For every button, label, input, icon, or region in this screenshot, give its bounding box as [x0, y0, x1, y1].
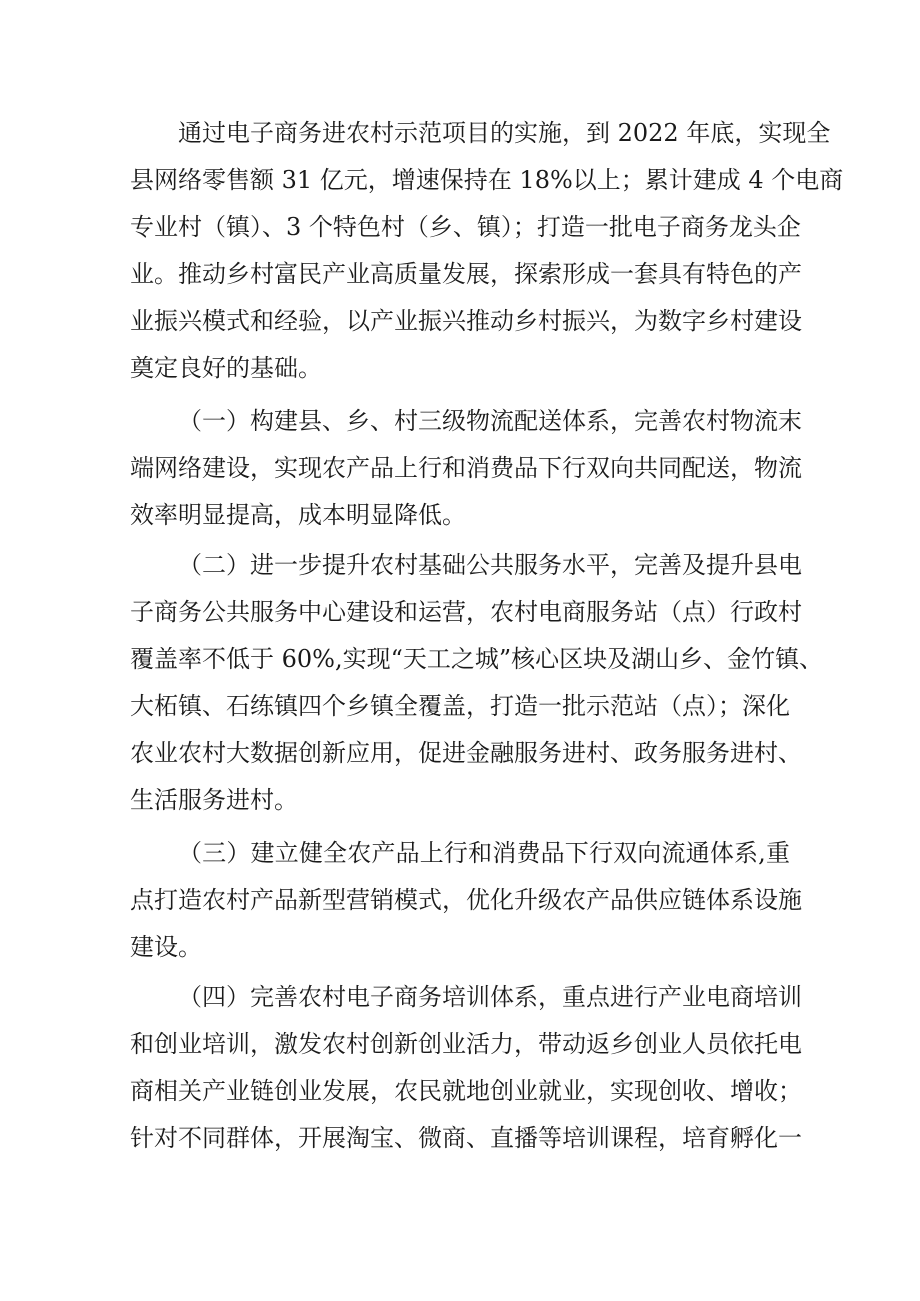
text-line: 农业农村大数据创新应用，促进金融服务进村、政务服务进村、	[130, 739, 802, 767]
text-line: 商相关产业链创业发展，农民就地创业就业，实现创收、增收；	[130, 1077, 802, 1105]
text-line: 子商务公共服务中心建设和运营，农村电商服务站（点）行政村	[130, 598, 802, 626]
text-line: （一）构建县、乡、村三级物流配送体系，完善农村物流末	[178, 407, 802, 435]
text-line: （二）进一步提升农村基础公共服务水平，完善及提升县电	[178, 551, 802, 579]
text-line: 建设。	[130, 933, 202, 961]
text-line: 业。推动乡村富民产业高质量发展，探索形成一套具有特色的产	[130, 260, 802, 288]
text-line: 效率明显提高，成本明显降低。	[130, 501, 466, 529]
text-line: 大柘镇、石练镇四个乡镇全覆盖，打造一批示范站（点）；深化	[130, 692, 790, 720]
text-line: 生活服务进村。	[130, 786, 298, 814]
text-line: 奠定良好的基础。	[130, 354, 322, 382]
text-line: 县网络零售额 31 亿元，增速保持在 18%以上；累计建成 4 个电商	[130, 166, 844, 194]
text-line: 专业村（镇）、3 个特色村（乡、镇）；打造一批电子商务龙头企	[130, 213, 801, 241]
text-line: 和创业培训，激发农村创新创业活力，带动返乡创业人员依托电	[130, 1030, 802, 1058]
text-line: 端网络建设，实现农产品上行和消费品下行双向共同配送，物流	[130, 454, 802, 482]
text-line: （四）完善农村电子商务培训体系，重点进行产业电商培训	[178, 983, 802, 1011]
text-line: （三）建立健全农产品上行和消费品下行双向流通体系,重	[178, 839, 790, 867]
text-line: 点打造农村产品新型营销模式，优化升级农产品供应链体系设施	[130, 886, 802, 914]
text-line: 针对不同群体，开展淘宝、微商、直播等培训课程，培育孵化一	[130, 1124, 802, 1152]
text-line: 业振兴模式和经验，以产业振兴推动乡村振兴，为数字乡村建设	[130, 307, 802, 335]
text-line: 覆盖率不低于 60%,实现“天工之城”核心区块及湖山乡、金竹镇、	[130, 645, 824, 673]
text-line: 通过电子商务进农村示范项目的实施，到 2022 年底，实现全	[178, 119, 831, 147]
